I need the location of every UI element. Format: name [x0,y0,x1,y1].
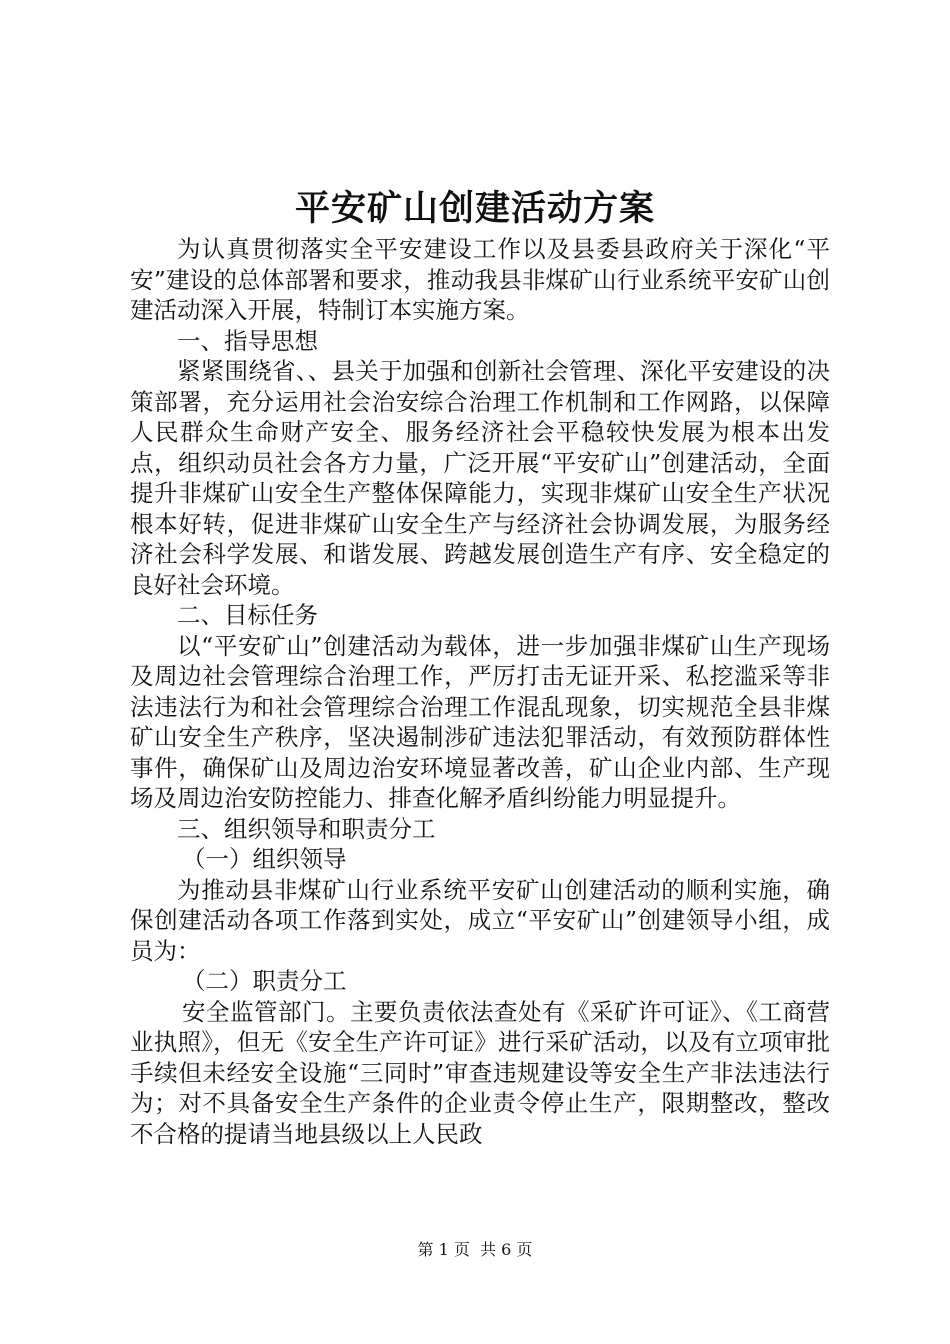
document-body [130,234,830,1149]
subsection-heading-responsibilities: （二）职责分工 [182,967,347,995]
section-heading-objectives: 二、目标任务 [177,601,318,629]
section-heading-organization: 三、组织领导和职责分工 [177,814,436,843]
objectives-paragraph: 以“平安矿山”创建活动为载体，进一步加强非煤矿山生产现场及周边社会管理综合治理工作，严厉打击无证开采、私挖滥采等非法违法行为和社会管理综合治理工作混乱现象，切实规范全县非煤矿山安全生产秩序，坚决遏制涉矿违法犯罪活动，有效预防群体性事件，确保矿山及周边治安环境显著改善，矿山企业内部、生产现场及周边治安防控能力、排查化解矛盾纠纷能力明显提升。 [130,631,830,812]
section-heading-guiding-ideology: 一、指导思想 [177,326,318,355]
page-footer [0,1238,950,1262]
page-number: 第 1 页 共 6 页 [417,1240,533,1259]
intro-paragraph: 为认真贯彻落实全平安建设工作以及县委县政府关于深化“平安”建设的总体部署和要求，推动我县非煤矿山行业系统平安矿山创建活动深入开展，特制订本实施方案。 [130,235,830,324]
document-title: 平安矿山创建活动方案 [294,188,655,229]
leadership-paragraph: 为推动县非煤矿山行业系统平安矿山创建活动的顺利实施，确保创建活动各项工作落到实处，成立“平安矿山”创建领导小组，成员为： [130,875,830,965]
subsection-heading-leadership: （一）组织领导 [182,845,347,873]
guiding-ideology-paragraph: 紧紧围绕省、、县关于加强和创新社会管理、深化平安建设的决策部署，充分运用社会治安综合治理工作机制和工作网路，以保障人民群众生命财产安全、服务经济社会平稳较快发展为根本出发点，组织动员社会各方力量，广泛开展“平安矿山”创建活动，全面提升非煤矿山安全生产整体保障能力，实现非煤矿山安全生产状况根本好转，促进非煤矿山安全生产与经济社会协调发展，为服务经济社会科学发展、和谐发展、跨越发展创造生产有序、安全稳定的良好社会环境。 [130,357,830,599]
responsibilities-paragraph: 安全监管部门。主要负责依法查处有《采矿许可证》、《工商营业执照》，但无《安全生产许可证》进行采矿活动，以及有立项审批手续但未经安全设施“三同时”审查违规建设等安全生产非法违法行为；对不具备安全生产条件的企业责令停止生产，限期整改，整改不合格的提请当地县级以上人民政 [130,997,830,1148]
